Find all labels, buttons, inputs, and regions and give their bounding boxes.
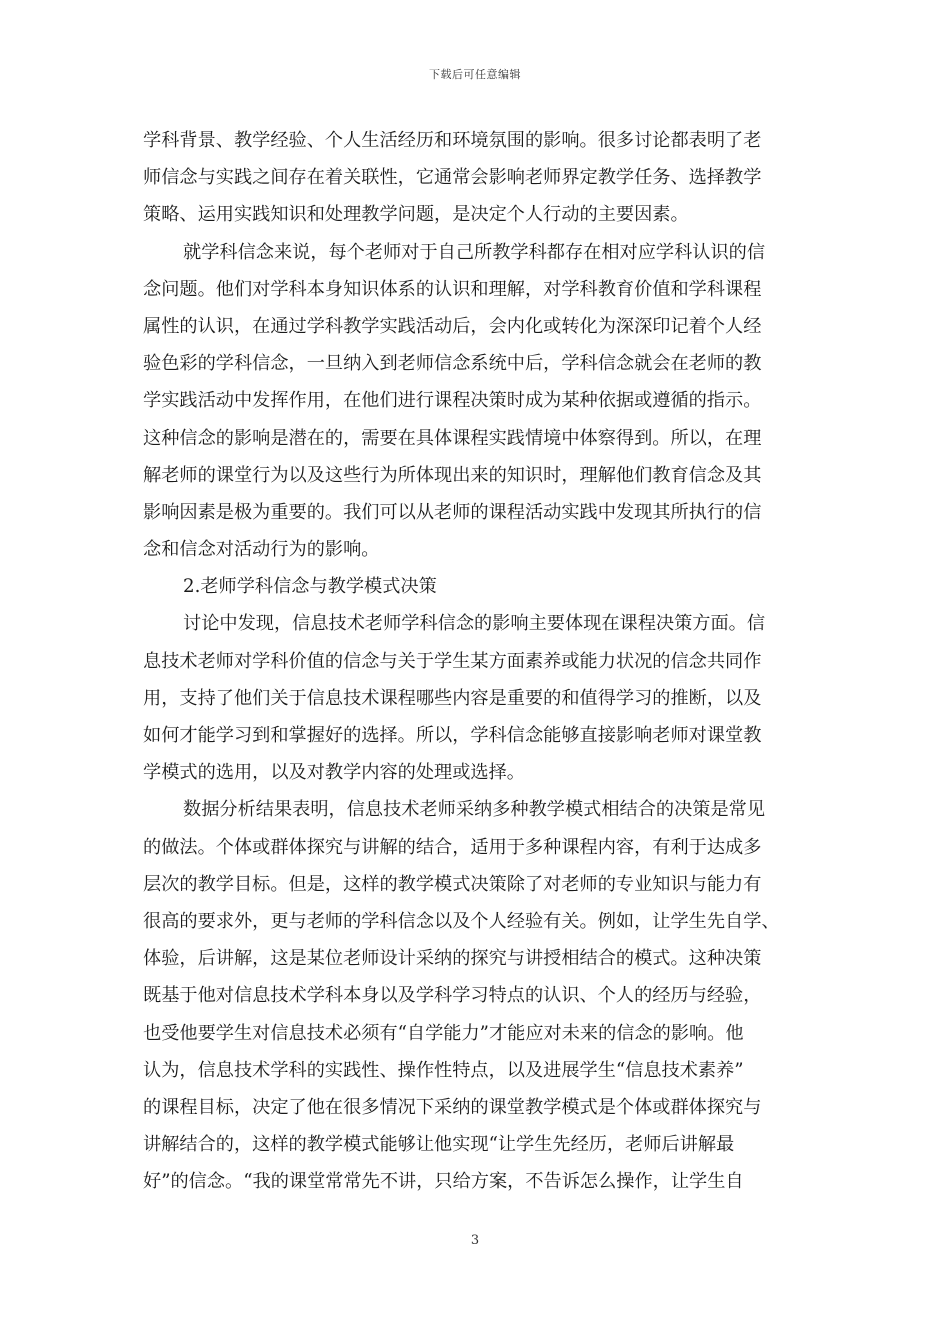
text-line: 2.老师学科信念与教学模式决策 (183, 576, 437, 598)
text-line: 的课程目标，决定了他在很多情况下采纳的课堂教学模式是个体或群体探究与 (143, 1096, 762, 1118)
text-line: 学科背景、教学经验、个人生活经历和环境氛围的影响。很多讨论都表明了老 (143, 130, 762, 151)
text-line: 学实践活动中发挥作用，在他们进行课程决策时成为某种依据或遵循的指示。 (143, 390, 762, 412)
text-line: 学模式的选用，以及对教学内容的处理或选择。 (143, 762, 525, 784)
text-line: 影响因素是极为重要的。我们可以从老师的课程活动实践中发现其所执行的信 (143, 501, 762, 523)
text-line: 解老师的课堂行为以及这些行为所体现出来的知识时，理解他们教育信念及其 (143, 464, 762, 486)
page-header: 下载后可任意编辑 (429, 68, 521, 81)
text-line: 讨论中发现，信息技术老师学科信念的影响主要体现在课程决策方面。信 (183, 613, 766, 635)
text-line: 用，支持了他们关于信息技术课程哪些内容是重要的和值得学习的推断，以及 (143, 687, 762, 709)
text-line: 讲解结合的，这样的教学模式能够让他实现“让学生先经历，老师后讲解最 (143, 1134, 735, 1156)
text-line: 就学科信念来说，每个老师对于自己所教学科都存在相对应学科认识的信 (183, 241, 766, 263)
text-line: 念和信念对活动行为的影响。 (143, 539, 380, 561)
text-line: 很高的要求外，更与老师的学科信念以及个人经验有关。例如，让学生先自学、 (143, 910, 780, 932)
text-line: 认为，信息技术学科的实践性、操作性特点，以及进展学生“信息技术素养” (143, 1059, 744, 1081)
text-line: 的做法。个体或群体探究与讲解的结合，适用于多种课程内容，有利于达成多 (143, 836, 762, 858)
text-line: 也受他要学生对信息技术必须有“自学能力”才能应对未来的信念的影响。他 (143, 1022, 744, 1044)
text-line: 既基于他对信息技术学科本身以及学科学习特点的认识、个人的经历与经验， (143, 985, 762, 1007)
text-line: 属性的认识，在通过学科教学实践活动后，会内化或转化为深深印记着个人经 (143, 315, 762, 337)
text-line: 如何才能学习到和掌握好的选择。所以，学科信念能够直接影响老师对课堂教 (143, 725, 762, 746)
page-number: 3 (470, 1233, 480, 1248)
text-line: 好”的信念。“我的课堂常常先不讲，只给方案，不告诉怎么操作，让学生自 (143, 1171, 744, 1193)
text-line: 这种信念的影响是潜在的，需要在具体课程实践情境中体察得到。所以，在理 (143, 427, 762, 449)
text-line: 息技术老师对学科价值的信念与关于学生某方面素养或能力状况的信念共同作 (143, 650, 762, 672)
text-line: 师信念与实践之间存在着关联性，它通常会影响老师界定教学任务、选择教学 (143, 167, 762, 189)
body-text (143, 122, 811, 1200)
text-line: 念问题。他们对学科本身知识体系的认识和理解，对学科教育价值和学科课程 (143, 278, 762, 300)
text-line: 验色彩的学科信念，一旦纳入到老师信念系统中后，学科信念就会在老师的教 (143, 353, 762, 375)
text-line: 数据分析结果表明，信息技术老师采纳多种教学模式相结合的决策是常见 (183, 799, 766, 821)
text-line: 策略、运用实践知识和处理教学问题，是决定个人行动的主要因素。 (143, 204, 689, 226)
text-line: 层次的教学目标。但是，这样的教学模式决策除了对老师的专业知识与能力有 (143, 873, 762, 895)
text-line: 体验，后讲解，这是某位老师设计采纳的探究与讲授相结合的模式。这种决策 (143, 948, 762, 970)
